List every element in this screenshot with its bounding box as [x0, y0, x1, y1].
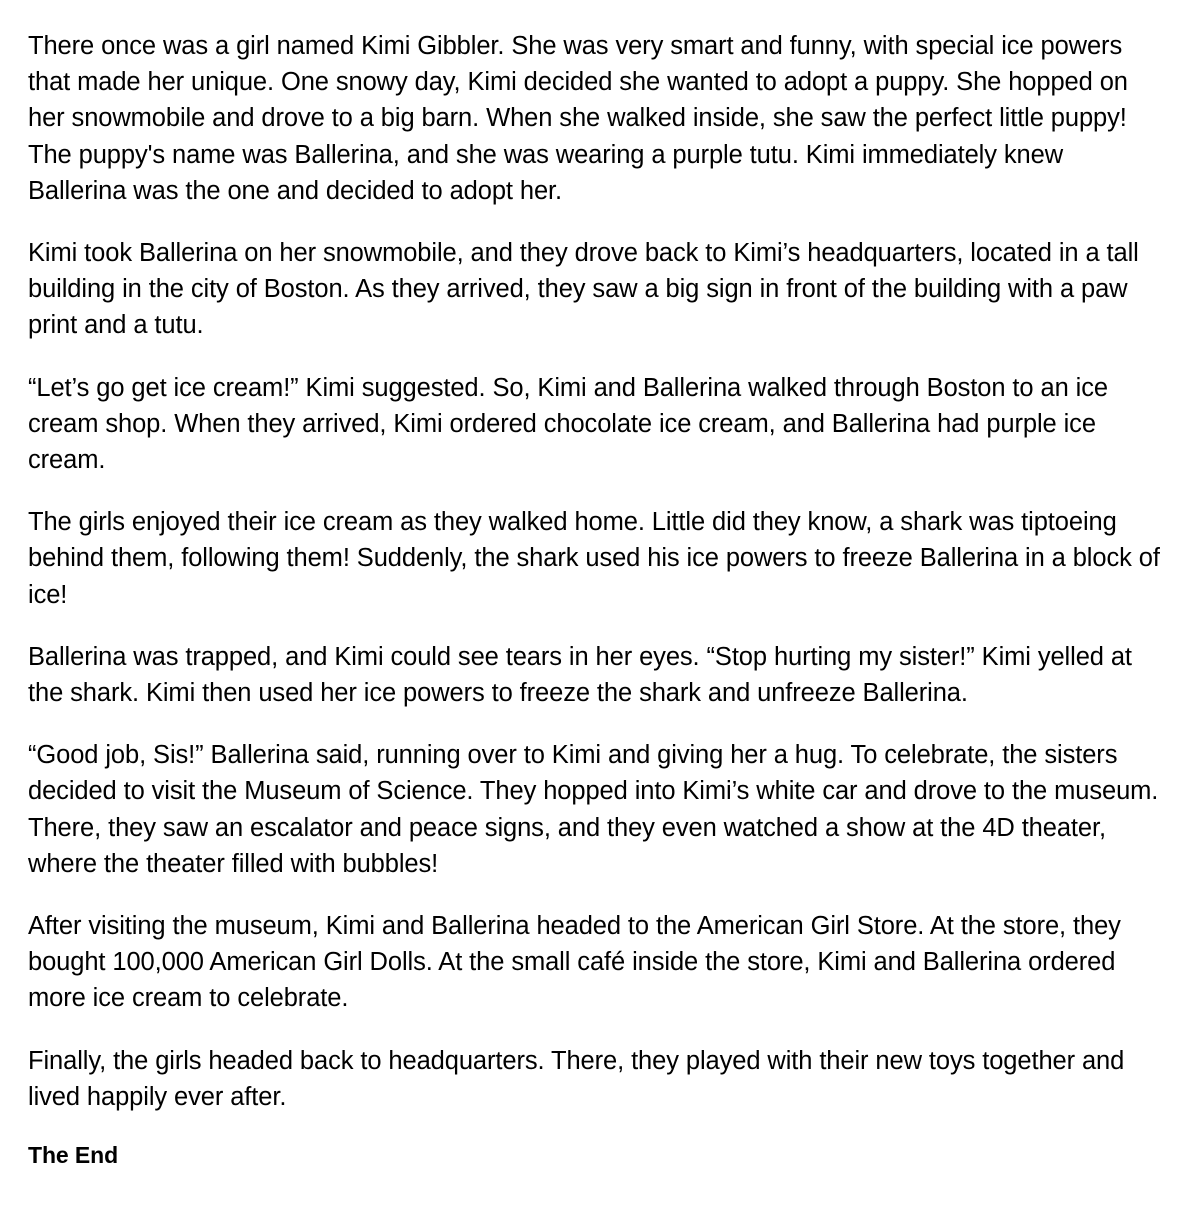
story-paragraph: There once was a girl named Kimi Gibbler. She was very smart and funny, with special ice powers that made her unique. One snowy day, Kimi decided she wanted to adopt a puppy. She hopped on her snowmobile and drove to a big barn. When she walked inside, she saw the perfect little puppy! The puppy's name was Ballerina, and she was wearing a purple tutu. Kimi immediately knew Ballerina was the one and decided to adopt her. [28, 32, 1128, 205]
story-paragraph: After visiting the museum, Kimi and Ballerina headed to the American Girl Store. At the store, they bought 100,000 American Girl Dolls. At the small café inside the store, Kimi and Ballerina ordered more ice cream to celebrate. [28, 912, 1121, 1013]
story-paragraph: Kimi took Ballerina on her snowmobile, and they drove back to Kimi’s headquarters, located in a tall building in the city of Boston. As they arrived, they saw a big sign in front of the building with a paw print and a tutu. [28, 239, 1139, 340]
story-paragraph: Finally, the girls headed back to headquarters. There, they played with their new toys together and lived happily ever after. [28, 1046, 1125, 1111]
story-paragraph: Ballerina was trapped, and Kimi could see tears in her eyes. “Stop hurting my sister!” Kimi yelled at the shark. Kimi then used her ice powers to freeze the shark and unfreeze Ballerina. [28, 642, 1132, 708]
story-ending: The End [28, 1142, 119, 1169]
story-paragraph: “Good job, Sis!” Ballerina said, running over to Kimi and giving her a hug. To celebrate, the sisters decided to visit the Museum of Science. They hopped into Kimi’s white car and drove to the museum. There, they saw an escalator and peace signs, and they even watched a show at the 4D theater, where the theater filled with bubbles! [28, 741, 1159, 878]
story-paragraph: “Let’s go get ice cream!” Kimi suggested. So, Kimi and Ballerina walked through Boston to an ice cream shop. When they arrived, Kimi ordered chocolate ice cream, and Ballerina had purple ice cream. [28, 373, 1108, 475]
story-paragraph: The girls enjoyed their ice cream as they walked home. Little did they know, a shark was tiptoeing behind them, following them! Suddenly, the shark used his ice powers to freeze Ballerina in a block of ice! [28, 508, 1160, 609]
story-body [28, 28, 1166, 1171]
